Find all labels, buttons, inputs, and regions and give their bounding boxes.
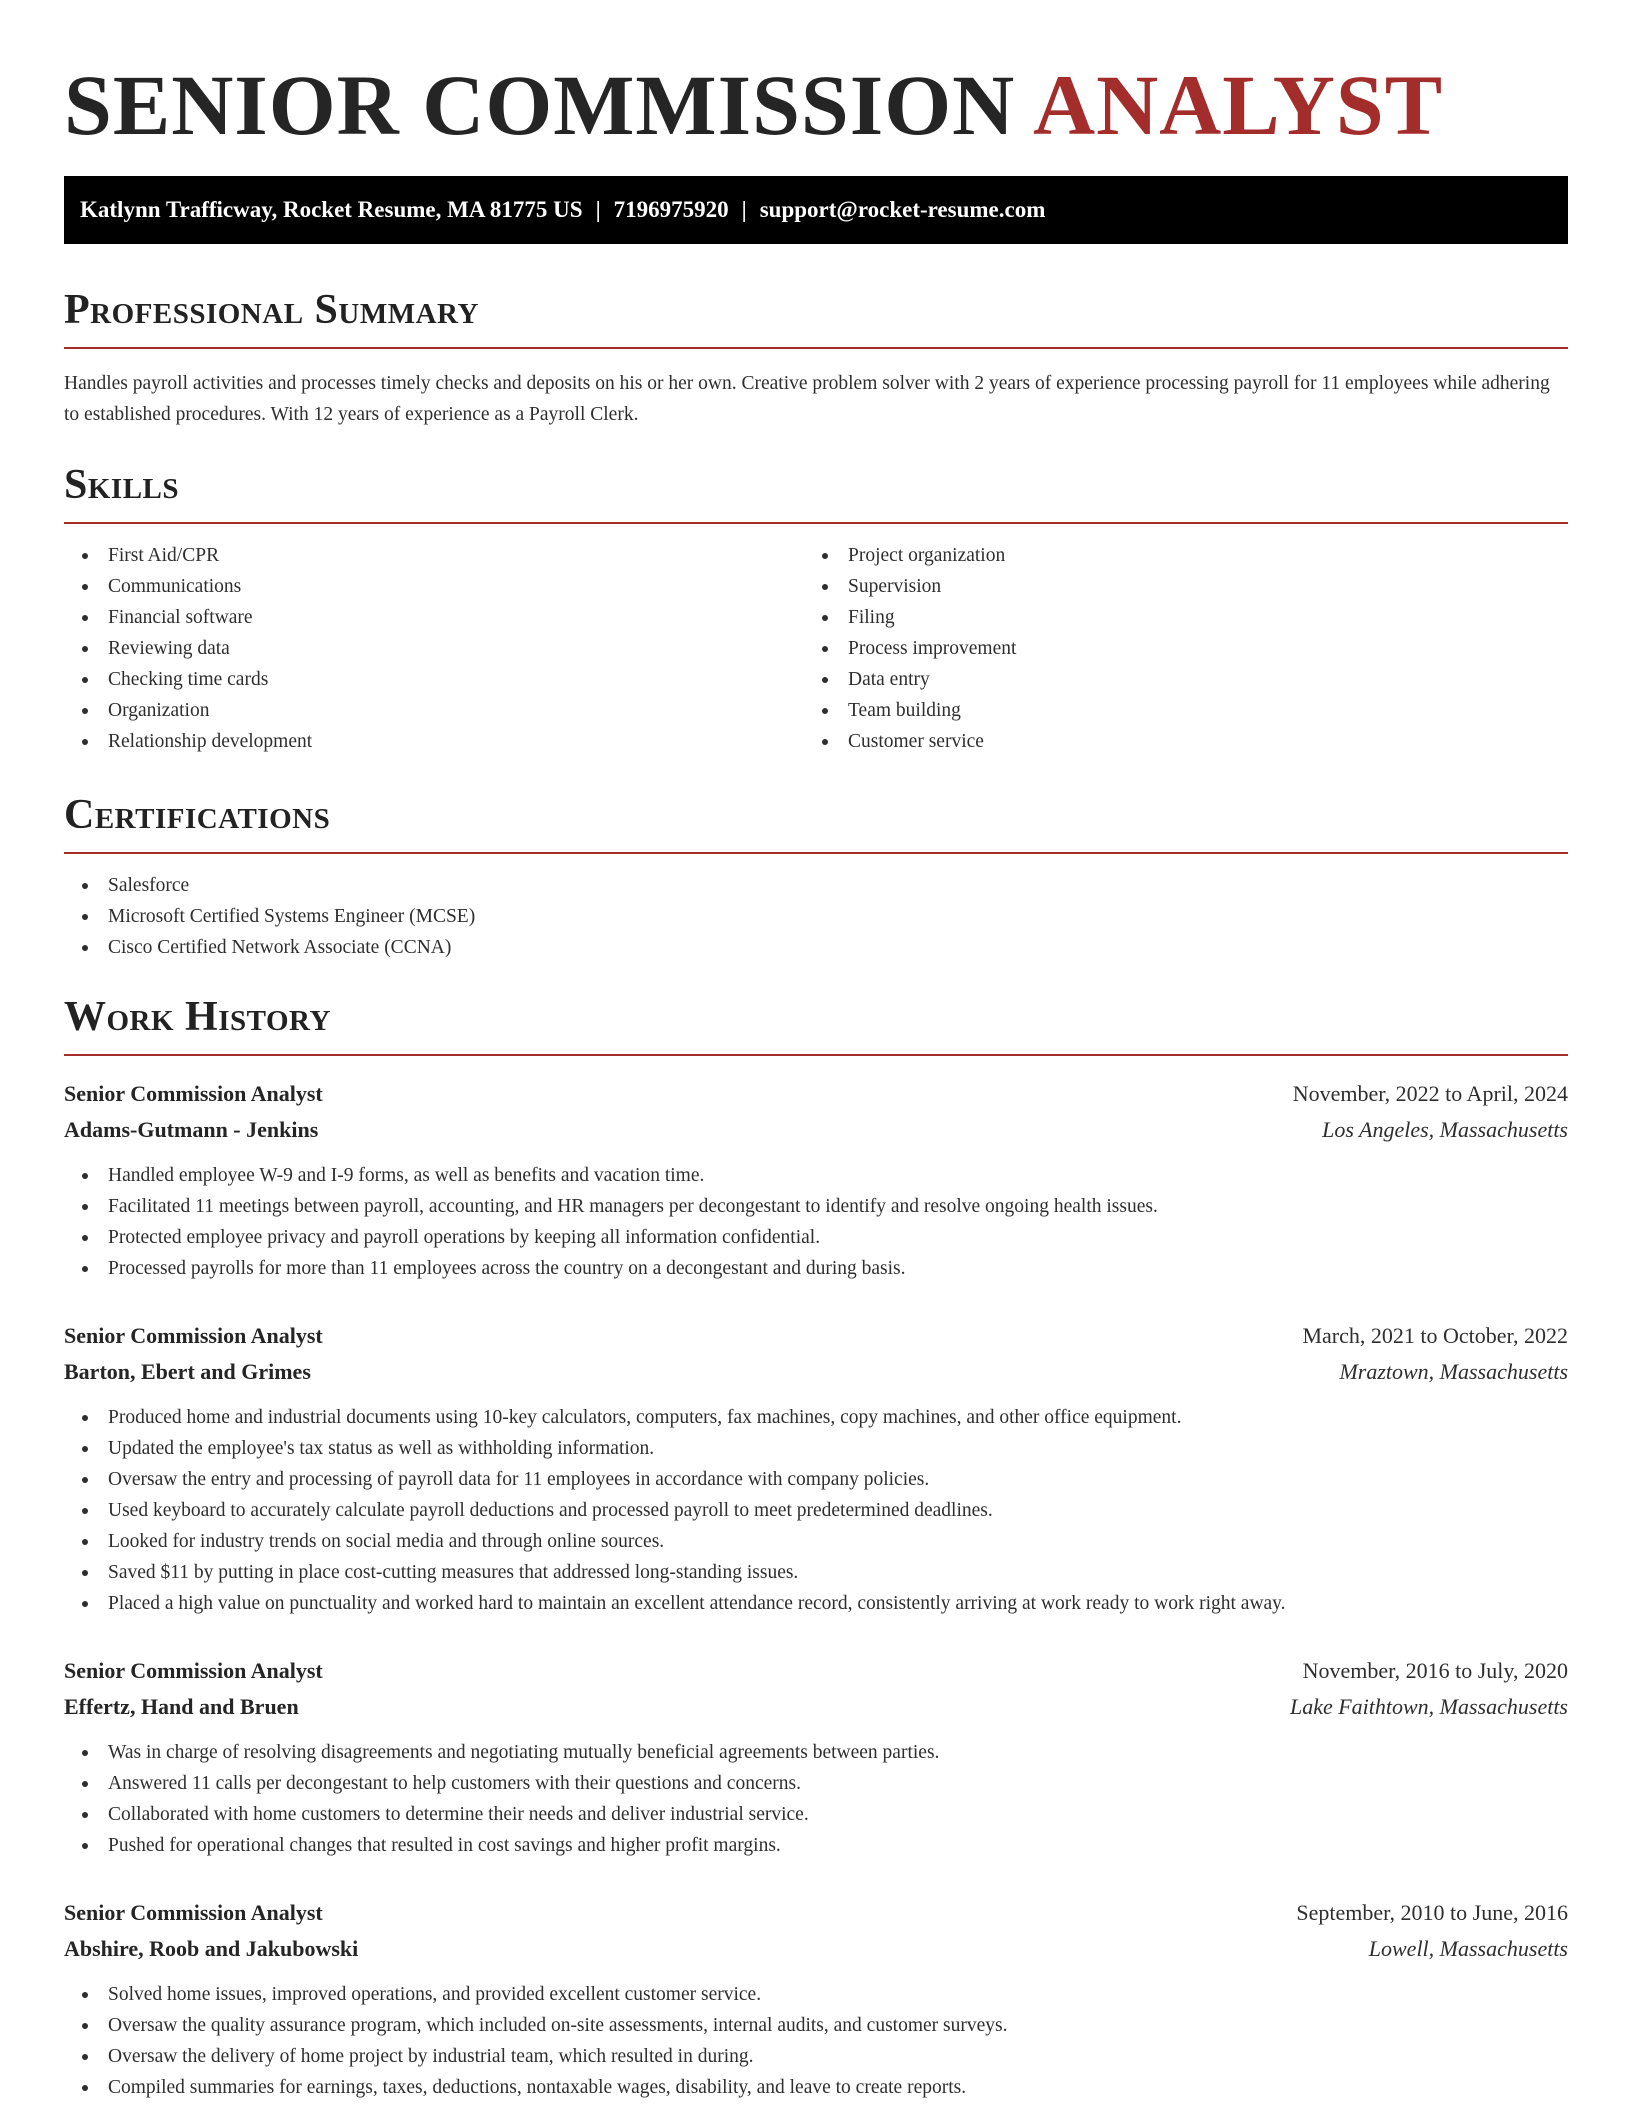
job-bullets — [64, 1160, 1568, 1284]
job-company: Adams-Gutmann - Jenkins — [64, 1117, 319, 1142]
skill-item: Customer service — [804, 726, 1544, 757]
certifications-section — [64, 790, 1568, 963]
skill-item: Financial software — [64, 602, 804, 633]
job-dates: November, 2016 to July, 2020 — [1302, 1658, 1568, 1683]
job-company-row — [64, 1689, 1568, 1725]
skill-item: Supervision — [804, 571, 1544, 602]
job-location: Lowell, Massachusetts — [1368, 1936, 1568, 1961]
job-company: Effertz, Hand and Bruen — [64, 1694, 299, 1719]
summary-heading: Professional Summary — [64, 287, 479, 333]
job-bullet: Was in charge of resolving disagreements and negotiating mutually beneficial agreements between parties. — [64, 1737, 1568, 1768]
job-dates: September, 2010 to June, 2016 — [1296, 1900, 1568, 1925]
job-company: Barton, Ebert and Grimes — [64, 1359, 311, 1384]
skills-heading: Skills — [64, 462, 180, 508]
job-company: Abshire, Roob and Jakubowski — [64, 1936, 359, 1961]
job-title: Senior Commission Analyst — [64, 1081, 323, 1106]
job-bullet: Processed payrolls for more than 11 employees across the country on a decongestant and during basis. — [64, 1253, 1568, 1284]
contact-separator: | — [741, 197, 747, 222]
certification-item: Cisco Certified Network Associate (CCNA) — [64, 932, 1568, 963]
skill-item: Data entry — [804, 664, 1544, 695]
job-bullet: Handled employee W-9 and I-9 forms, as well as benefits and vacation time. — [64, 1160, 1568, 1191]
job-bullet: Solved home issues, improved operations, and provided excellent customer service. — [64, 1979, 1568, 2010]
job-header-row — [64, 1318, 1568, 1354]
title-accent: ANALYST — [1032, 57, 1444, 153]
skill-item: Reviewing data — [64, 633, 804, 664]
job-bullet: Updated the employee's tax status as well as withholding information. — [64, 1433, 1568, 1464]
summary-text: Handles payroll activities and processes timely checks and deposits on his or her own. Creative problem solver with 2 years of experience processing payroll for 11 employees while adhering to established procedures. With 12 years of experience as a Payroll Clerk. — [64, 373, 1550, 425]
job-bullet: Oversaw the quality assurance program, which included on-site assessments, internal audits, and customer surveys. — [64, 2010, 1568, 2041]
job-entry — [64, 1318, 1568, 1619]
job-title: Senior Commission Analyst — [64, 1658, 323, 1683]
job-location: Mraztown, Massachusetts — [1339, 1359, 1568, 1384]
resume-title — [64, 0, 1568, 155]
skill-item: First Aid/CPR — [64, 540, 804, 571]
job-bullet: Pushed for operational changes that resulted in cost savings and higher profit margins. — [64, 1830, 1568, 1861]
certifications-list — [64, 870, 1568, 963]
job-bullet: Oversaw the entry and processing of payroll data for 11 employees in accordance with company policies. — [64, 1464, 1568, 1495]
job-bullets — [64, 1402, 1568, 1619]
job-title: Senior Commission Analyst — [64, 1323, 323, 1348]
skill-item: Organization — [64, 695, 804, 726]
section-divider — [64, 522, 1568, 524]
title-main: SENIOR COMMISSION — [64, 57, 1016, 153]
section-divider — [64, 852, 1568, 854]
job-bullet: Collaborated with home customers to determine their needs and deliver industrial service. — [64, 1799, 1568, 1830]
job-location: Lake Faithtown, Massachusetts — [1289, 1694, 1568, 1719]
job-header-row — [64, 1076, 1568, 1112]
job-dates: November, 2022 to April, 2024 — [1292, 1081, 1568, 1106]
certification-item: Salesforce — [64, 870, 1568, 901]
contact-phone: 7196975920 — [613, 197, 729, 222]
job-entry — [64, 1653, 1568, 1861]
skill-item: Process improvement — [804, 633, 1544, 664]
job-bullet: Answered 11 calls per decongestant to help customers with their questions and concerns. — [64, 1768, 1568, 1799]
skill-item: Team building — [804, 695, 1544, 726]
job-entry — [64, 1076, 1568, 1284]
skills-list-right — [804, 540, 1544, 757]
job-bullets — [64, 1737, 1568, 1861]
job-bullet: Oversaw the delivery of home project by industrial team, which resulted in during. — [64, 2041, 1568, 2072]
job-bullet: Placed a high value on punctuality and worked hard to maintain an excellent attendance record, consistently arriving at work ready to work right away. — [64, 1588, 1568, 1619]
contact-separator: | — [595, 197, 601, 222]
job-bullet: Facilitated 11 meetings between payroll, accounting, and HR managers per decongestant to identify and resolve ongoing health issues. — [64, 1191, 1568, 1222]
job-bullet: Produced home and industrial documents using 10-key calculators, computers, fax machines, copy machines, and other office equipment. — [64, 1402, 1568, 1433]
skills-column-left — [64, 540, 804, 757]
work-history-section — [64, 992, 1568, 2103]
job-header-row — [64, 1895, 1568, 1931]
work-history-heading: Work History — [64, 994, 331, 1040]
skill-item: Relationship development — [64, 726, 804, 757]
skills-section — [64, 460, 1568, 757]
certification-item: Microsoft Certified Systems Engineer (MCSE) — [64, 901, 1568, 932]
job-bullet: Used keyboard to accurately calculate payroll deductions and processed payroll to meet predetermined deadlines. — [64, 1495, 1568, 1526]
job-bullet: Saved $11 by putting in place cost-cutting measures that addressed long-standing issues. — [64, 1557, 1568, 1588]
summary-section — [64, 285, 1568, 430]
job-company-row — [64, 1112, 1568, 1148]
section-divider — [64, 347, 1568, 349]
job-dates: March, 2021 to October, 2022 — [1302, 1323, 1568, 1348]
contact-address: Katlynn Trafficway, Rocket Resume, MA 81775 US — [80, 197, 583, 222]
skill-item: Filing — [804, 602, 1544, 633]
skills-column-right — [804, 540, 1544, 757]
skill-item: Project organization — [804, 540, 1544, 571]
job-bullet: Protected employee privacy and payroll operations by keeping all information confidential. — [64, 1222, 1568, 1253]
skills-grid — [64, 540, 1568, 757]
job-company-row — [64, 1354, 1568, 1390]
job-entry — [64, 1895, 1568, 2103]
skill-item: Communications — [64, 571, 804, 602]
resume-page — [64, 0, 1568, 2103]
job-bullet: Looked for industry trends on social media and through online sources. — [64, 1526, 1568, 1557]
certifications-heading: Certifications — [64, 792, 331, 838]
job-title: Senior Commission Analyst — [64, 1900, 323, 1925]
job-company-row — [64, 1931, 1568, 1967]
skill-item: Checking time cards — [64, 664, 804, 695]
job-bullet: Compiled summaries for earnings, taxes, deductions, nontaxable wages, disability, and leave to create reports. — [64, 2072, 1568, 2103]
skills-list-left — [64, 540, 804, 757]
job-location: Los Angeles, Massachusetts — [1322, 1117, 1568, 1142]
job-bullets — [64, 1979, 1568, 2103]
contact-email: support@rocket-resume.com — [759, 197, 1046, 222]
section-divider — [64, 1054, 1568, 1056]
job-header-row — [64, 1653, 1568, 1689]
contact-bar — [64, 176, 1568, 244]
